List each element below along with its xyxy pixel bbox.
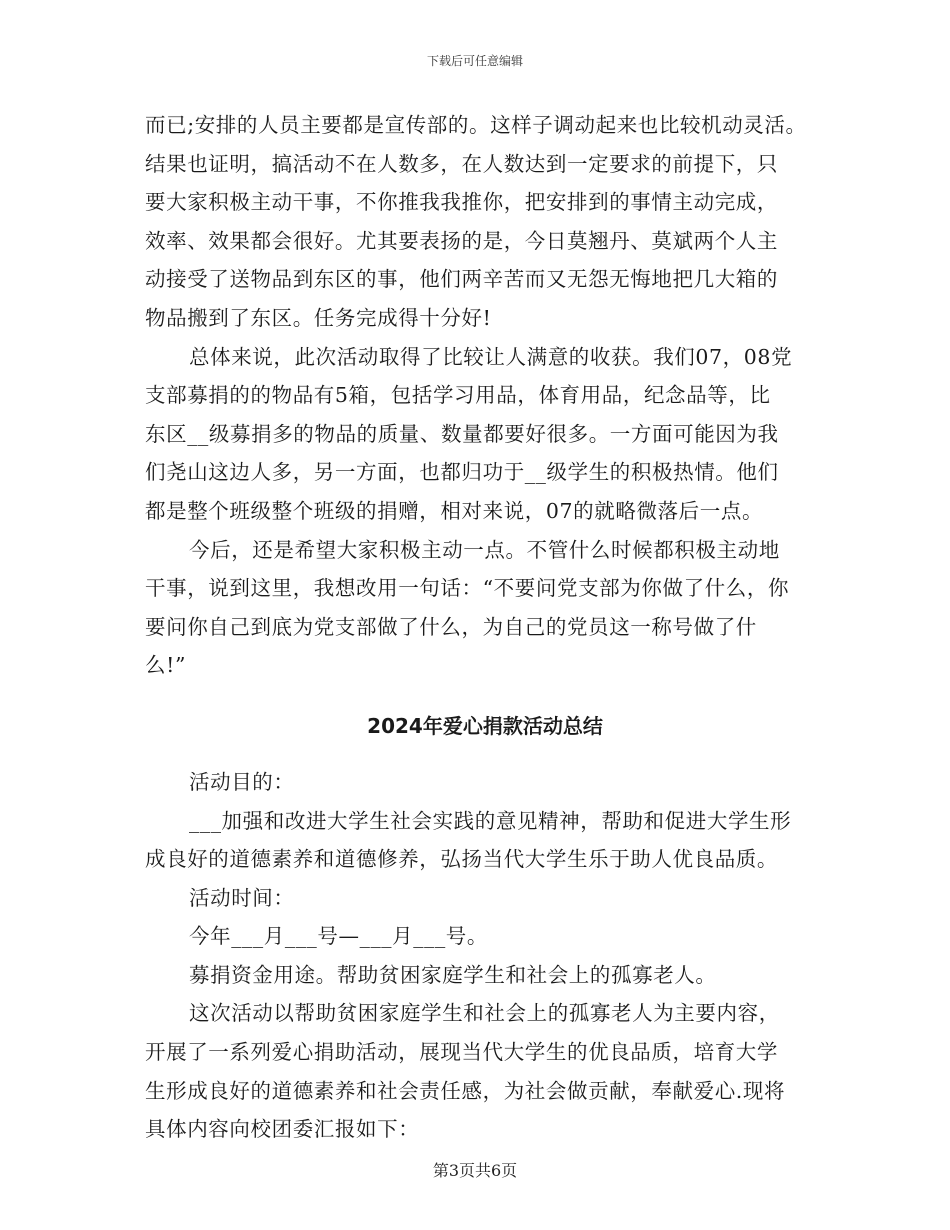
paragraph-line: 生形成良好的道德素养和社会责任感，为社会做贡献，奉献爱心.现将 bbox=[145, 1078, 786, 1103]
paragraph-line: 募捐资金用途。帮助贫困家庭学生和社会上的孤寡老人。 bbox=[189, 962, 717, 987]
page-header-note: 下载后可任意编辑 bbox=[426, 54, 523, 68]
paragraph-line: 这次活动以帮助贫困家庭学生和社会上的孤寡老人为主要内容， bbox=[189, 1001, 780, 1026]
paragraph-line: 们尧山这边人多，另一方面，也都归功于__级学生的积极热情。他们 bbox=[145, 460, 779, 485]
paragraph-line: 活动目的： bbox=[189, 769, 295, 794]
document-body bbox=[145, 106, 825, 1149]
paragraph-line: 具体内容向校团委汇报如下： bbox=[145, 1117, 420, 1142]
paragraph-line: 效率、效果都会很好。尤其要表扬的是，今日莫翘丹、莫斌两个人主 bbox=[145, 228, 778, 253]
paragraph-line: 要大家积极主动干事，不你推我我推你，把安排到的事情主动完成， bbox=[145, 190, 778, 215]
paragraph-line: 都是整个班级整个班级的捐赠，相对来说，07的就略微落后一点。 bbox=[145, 498, 764, 523]
paragraph-line: 而已;安排的人员主要都是宣传部的。这样子调动起来也比较机动灵活。 bbox=[145, 113, 807, 137]
paragraph-line: 支部募捐的的物品有5箱，包括学习用品，体育用品，纪念品等，比 bbox=[145, 383, 771, 408]
paragraph-line: 活动时间： bbox=[189, 885, 295, 910]
paragraph-line: 干事，说到这里，我想改用一句话：“不要问党支部为你做了什么，你 bbox=[145, 576, 790, 601]
paragraph-line: 结果也证明，搞活动不在人数多，在人数达到一定要求的前提下，只 bbox=[145, 151, 778, 176]
paragraph-line: 成良好的道德素养和道德修养，弘扬当代大学生乐于助人优良品质。 bbox=[145, 847, 778, 872]
section-title: 2024年爱心捐款活动总结 bbox=[367, 713, 603, 738]
paragraph-line: 要问你自己到底为党支部做了什么，为自己的党员这一称号做了什 bbox=[145, 614, 757, 639]
paragraph-line: 物品搬到了东区。任务完成得十分好! bbox=[145, 305, 492, 330]
paragraph-line: 今年___月___号—___月___号。 bbox=[189, 924, 488, 949]
paragraph-line: ___加强和改进大学生社会实践的意见精神，帮助和促进大学生形 bbox=[189, 808, 792, 833]
page-number: 第3页共6页 bbox=[432, 1161, 518, 1180]
paragraph-line: 么!” bbox=[145, 653, 187, 678]
paragraph-line: 开展了一系列爱心捐助活动，展现当代大学生的优良品质，培育大学 bbox=[145, 1040, 778, 1065]
paragraph-line: 东区__级募捐多的物品的质量、数量都要好很多。一方面可能因为我 bbox=[145, 421, 779, 446]
paragraph-line: 总体来说，此次活动取得了比较让人满意的收获。我们07，08党 bbox=[189, 344, 793, 369]
paragraph-line: 今后，还是希望大家积极主动一点。不管什么时候都积极主动地 bbox=[189, 537, 780, 562]
paragraph-line: 动接受了送物品到东区的事，他们两辛苦而又无怨无悔地把几大箱的 bbox=[145, 267, 778, 292]
